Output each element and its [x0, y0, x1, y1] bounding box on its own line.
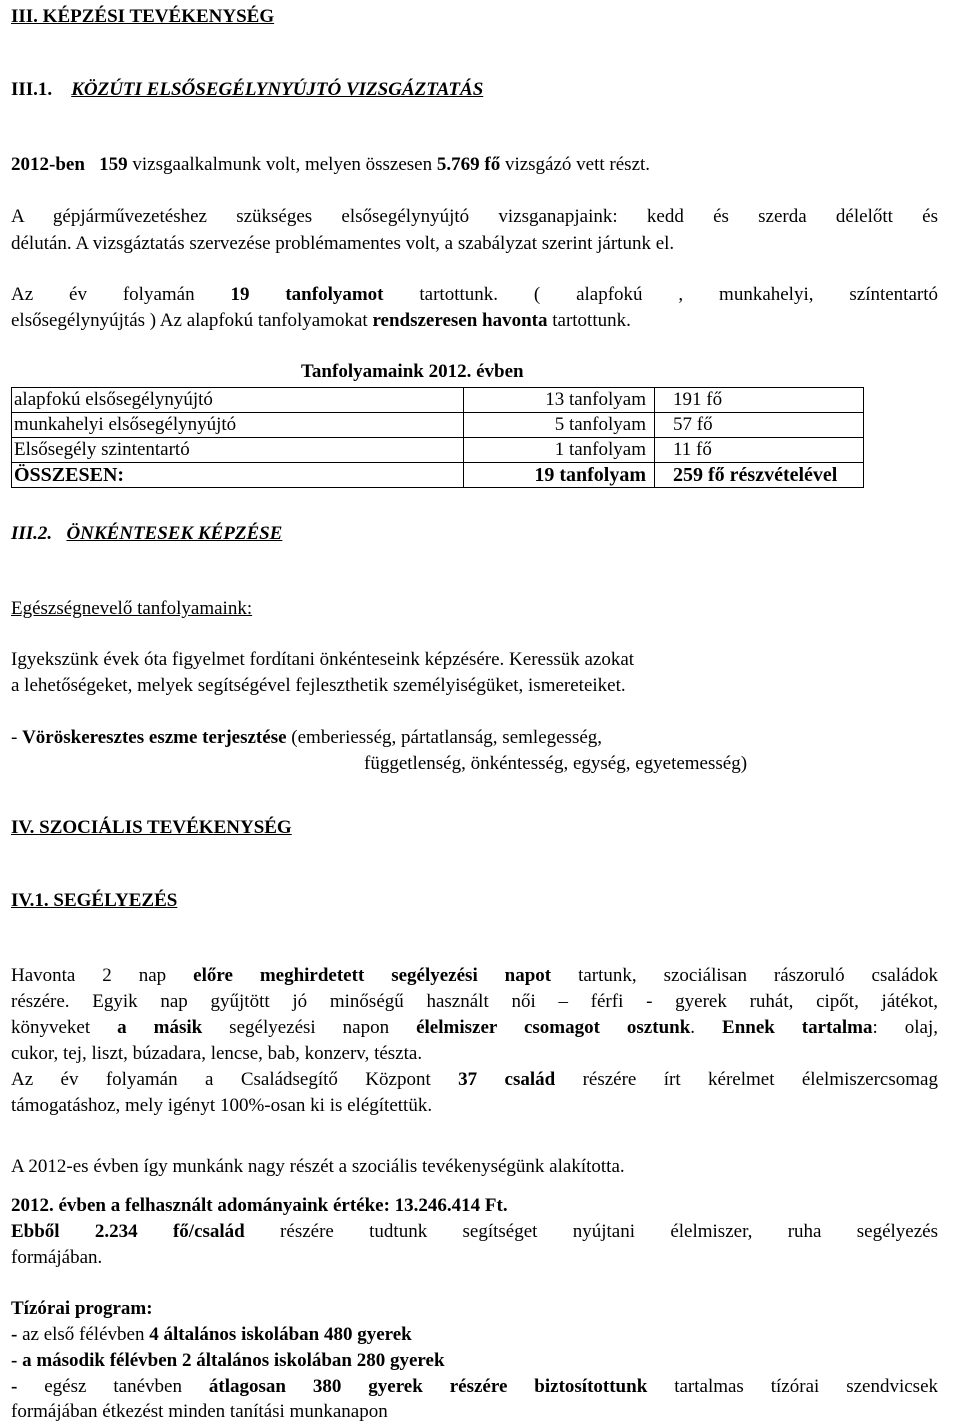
courses-table-title: Tanfolyamaink 2012. évben — [301, 361, 524, 382]
exam-year: 2012-ben — [11, 154, 85, 175]
red-cross-ideas-line-2: függetlenség, önkéntesség, egység, egyetemesség) — [364, 753, 748, 774]
subsection-3-2-number: III.2. — [11, 523, 53, 544]
health-courses-title: Egészségnevelő tanfolyamaink: — [11, 598, 253, 619]
red-cross-ideas-line-1: - Vöröskeresztes eszme terjesztése (emberiesség, pártatlanság, semlegesség, — [11, 727, 603, 748]
table-row: munkahelyi elsősegélynyújtó 5 tanfolyam 57 fő — [12, 413, 864, 438]
snack-program-item-2: - a második félévben 2 általános iskolában 280 gyerek — [11, 1350, 445, 1371]
subsection-3-2-title: ÖNKÉNTESEK KÉPZÉSE — [66, 523, 283, 544]
courses-line-2: elsősegélynyújtás ) Az alapfokú tanfolyamokat rendszeresen havonta tartottunk. — [11, 310, 631, 331]
snack-program-item-3-cont: formájában étkezést minden tanítási munkanapon — [11, 1401, 388, 1422]
courses-line-1: Az év folyamán 19 tanfolyamot tartottunk. ( alapfokú , munkahelyi, színtentartó — [11, 284, 939, 305]
exam-summary: 2012-ben 159 vizsgaalkalmunk volt, melyen összesen 5.769 fő vizsgázó vett részt. — [11, 154, 651, 175]
exam-days-line-2: délután. A vizsgáztatás szervezése problémamentes volt, a szabályzat szerint jártunk el. — [11, 233, 675, 254]
subsection-3-1-number: III.1. — [11, 79, 53, 100]
table-row: Elsősegély szintentartó 1 tanfolyam 11 fő — [12, 438, 864, 463]
donation-value: 2012. évben a felhasznált adományaink értéke: 13.246.414 Ft. — [11, 1195, 508, 1216]
section-4-title: IV. SZOCIÁLIS TEVÉKENYSÉG — [11, 817, 292, 838]
aid-line-5: Az év folyamán a Családsegítő Központ 37 család részére írt kérelmet élelmiszercsomag — [11, 1069, 938, 1090]
section-3-title: III. KÉPZÉSI TEVÉKENYSÉG — [11, 6, 275, 27]
aid-line-4: cukor, tej, liszt, búzadara, lencse, bab, konzerv, tészta. — [11, 1043, 423, 1064]
subsection-4-1-title: IV.1. SEGÉLYEZÉS — [11, 890, 178, 911]
exam-days-line-1: A gépjárművezetéshez szükséges elsősegélynyújtó vizsganapjaink: kedd és szerda délelőtt és — [11, 206, 938, 227]
volunteers-line-2: a lehetőségeket, melyek segítségével fejleszthetik személyiségüket, ismereteiket. — [11, 675, 626, 696]
snack-program-item-1: - az első félévben 4 általános iskolában 480 gyerek — [11, 1324, 412, 1345]
aid-line-1: Havonta 2 nap előre meghirdetett segélyezési napot tartunk, szociálisan rászoruló családok — [11, 965, 938, 986]
subsection-3-1-heading — [11, 79, 483, 101]
volunteers-line-1: Igyekszünk évek óta figyelmet fordítani önkénteseink képzésére. Keressük azokat — [11, 649, 635, 670]
subsection-3-2-heading — [11, 523, 282, 545]
aid-line-6: támogatáshoz, mely igényt 100%-osan ki is elégítettük. — [11, 1095, 433, 1116]
helped-families-line-2: formájában. — [11, 1247, 103, 1268]
courses-table — [11, 387, 864, 488]
aid-line-3: könyveket a másik segélyezési napon élelmiszer csomagot osztunk. Ennek tartalma: olaj, — [11, 1017, 939, 1038]
subsection-3-1-title: KÖZÚTI ELSŐSEGÉLYNYÚJTÓ VIZSGÁZTATÁS — [71, 79, 484, 100]
social-summary: A 2012-es évben így munkánk nagy részét a szociális tevékenységünk alakította. — [11, 1156, 625, 1177]
table-row: alapfokú elsősegélynyújtó 13 tanfolyam 191 fő — [12, 388, 864, 413]
helped-families-line-1: Ebből 2.234 fő/család részére tudtunk segítséget nyújtani élelmiszer, ruha segélyezés — [11, 1221, 938, 1242]
exam-count: 159 — [99, 154, 128, 175]
snack-program-title: Tízórai program: — [11, 1298, 153, 1319]
aid-line-2: részére. Egyik nap gyűjtött jó minőségű használt női – férfi - gyerek ruhát, cipőt, játékot, — [11, 991, 938, 1012]
examinee-count: 5.769 fő — [436, 154, 501, 175]
snack-program-item-3: - egész tanévben átlagosan 380 gyerek részére biztosítottunk tartalmas tízórai szendvicsek — [11, 1376, 938, 1397]
table-total-row: ÖSSZESEN: 19 tanfolyam 259 fő részvételével — [12, 463, 864, 488]
